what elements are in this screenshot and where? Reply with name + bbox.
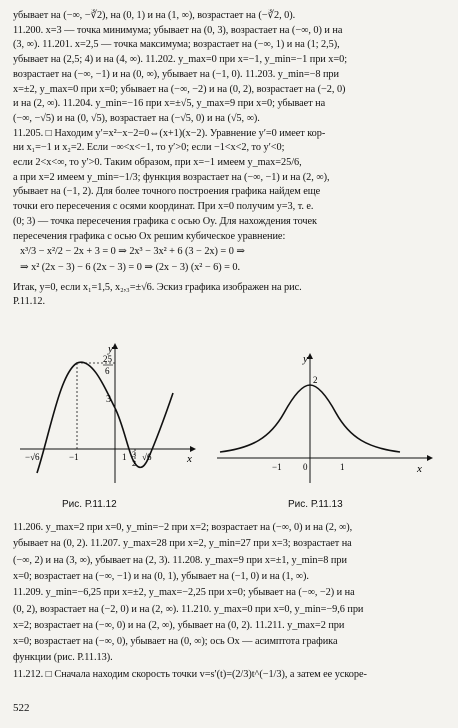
text-bottom-line-9: функции (рис. Р.11.13).	[13, 652, 113, 664]
fig1-label-1: 1	[122, 452, 127, 462]
text-mid-line-2: Р.11.12.	[13, 296, 45, 307]
fig1-label-3-frac: 3	[132, 450, 136, 459]
text-top-line-14: точки его пересечения с осями координат. При x=0 получим y=3, т. е.	[13, 201, 314, 213]
fig2-label-1: 1	[340, 462, 345, 472]
text-top-line-5: возрастает на (−∞, −1) и на (0, ∞), убывает на (−1, 0). 11.203. y_min=−8 при	[13, 68, 339, 80]
figure-p-11-12	[15, 338, 200, 488]
text-top-line-3: (3, ∞). 11.201. x=2,5 — точка максимума; возрастает на (−∞, 1) и на (1; 2,5),	[13, 39, 340, 51]
text-top-line-11: если 2<x<∞, то y′>0. Таким образом, при x=−1 имеем y_max=25/6,	[13, 157, 302, 168]
fig1-axis-x: x	[187, 453, 192, 465]
text-top-line-2: 11.200. x=3 — точка минимума; убывает на (0, 3), возрастает на (−∞, 0) и на	[13, 24, 343, 36]
text-top-line-16: пересечения графика с осью Ox решим кубическое уравнение:	[13, 230, 286, 242]
text-bottom-line-7: x=2; возрастает на (−∞, 0) и на (2, ∞), убывает на (0, 2). 11.211. y_max=2 при	[13, 619, 345, 631]
text-bottom-line-3: (−∞, 2) и на (3, ∞), убывает на (2, 3). 11.208. y_max=9 при x=±1, y_min=8 при	[13, 554, 347, 566]
text-bottom-line-6: (0, 2), возрастает на (−2, 0) и на (2, ∞). 11.210. y_max=0 при x=0, y_min=−9,6 при	[13, 603, 364, 615]
fig1-label-3: 3	[106, 394, 111, 405]
fig2-label-0: 0	[303, 462, 308, 472]
caption-fig-1: Рис. Р.11.12	[62, 499, 117, 510]
fig1-label-2-frac: 2	[132, 459, 136, 468]
text-top-line-8: (−∞, −√5) и на (0, √5), возрастает на (−√5, 0) и на (√5, ∞).	[13, 112, 260, 124]
equation-line-2: ⇒ x² (2x − 3) − 6 (2x − 3) = 0 ⇒ (2x − 3) (x² − 6) = 0.	[20, 262, 241, 273]
text-top-line-12: а при x=2 имеем y_min=−1/3; функция возрастает на (−∞, −1) и на (2, ∞),	[13, 171, 330, 183]
fig1-label-neg-root6: −√6	[25, 452, 40, 462]
text-bottom-line-2: убывает на (0, 2). 11.207. y_max=28 при x=2, y_min=27 при x=3; возрастает на	[13, 538, 352, 550]
fig1-label-root6: √6	[142, 452, 152, 462]
fig2-label-neg1: −1	[272, 462, 282, 472]
fig1-label-neg1: −1	[69, 452, 79, 462]
text-top-line-10: ни x₁=−1 и x₂=2. Если −∞<x<−1, то y′>0; если −1<x<2, то y′<0;	[13, 142, 285, 154]
fig2-axis-x: x	[417, 463, 422, 475]
text-top-line-9: 11.205. □ Находим y′=x²−x−2=0⇔(x+1)(x−2). Уравнение y′=0 имеет кор-	[13, 127, 326, 139]
fig1-label-25: 25	[103, 354, 112, 364]
page-number: 522	[13, 702, 30, 714]
fig2-axis-y: y	[303, 353, 308, 365]
text-top-line-6: x=±2, y_max=0 при x=0; убывает на (−∞, −2) и на (0, 2), возрастает на (−2, 0)	[13, 83, 346, 95]
text-bottom-line-1: 11.206. y_max=2 при x=0, y_min=−2 при x=2; возрастает на (−∞, 0) и на (2, ∞),	[13, 522, 353, 533]
text-top-line-13: убывает на (−1, 2). Для более точного построения графика найдем еще	[13, 186, 321, 198]
cubic-curve	[37, 362, 173, 473]
text-bottom-line-5: 11.209. y_min=−6,25 при x=±2, y_max=−2,25 при x=0; убывает на (−∞, −2) и на	[13, 587, 355, 599]
text-bottom-line-8: x=0; возрастает на (−∞, 0), убывает на (0, ∞); ось Ox — асимптота графика	[13, 636, 338, 648]
text-top-line-15: (0; 3) — точка пересечения графика с осью Oy. Для нахождения точек	[13, 215, 318, 227]
text-top-line-7: и на (2, ∞). 11.204. y_min=−16 при x=±√5, y_max=9 при x=0; убывает на	[13, 98, 326, 110]
text-top-line-1: убывает на (−∞, −∛2), на (0, 1) и на (1, ∞), возрастает на (−∛2, 0).	[13, 10, 296, 21]
fig1-label-6: 6	[105, 366, 110, 376]
text-mid-line-1: Итак, y=0, если x₁=1,5, x₂,₃=±√6. Эскиз графика изображен на рис.	[13, 282, 302, 293]
equation-line-1: x³/3 − x²/2 − 2x + 3 = 0 ⇒ 2x³ − 3x² + 6 (3 − 2x) = 0 ⇒	[20, 246, 245, 257]
figure-p-11-13	[212, 348, 437, 488]
fig1-axis-y: y	[108, 343, 113, 355]
text-bottom-line-10: 11.212. □ Сначала находим скорость точки v=s′(t)=(2/3)t^(−1/3), а затем ее ускоре-	[13, 668, 367, 680]
text-bottom-line-4: x=0; возрастает на (−∞, −1) и на (0, 1), убывает на (−1, 0) и на (1, ∞).	[13, 570, 309, 582]
text-top-line-4: убывает на (2,5; 4) и на (4, ∞). 11.202. y_max=0 при x=−1, y_min=−1 при x=0;	[13, 54, 348, 66]
caption-fig-2: Рис. Р.11.13	[288, 499, 343, 510]
fig2-label-2: 2	[313, 375, 318, 385]
